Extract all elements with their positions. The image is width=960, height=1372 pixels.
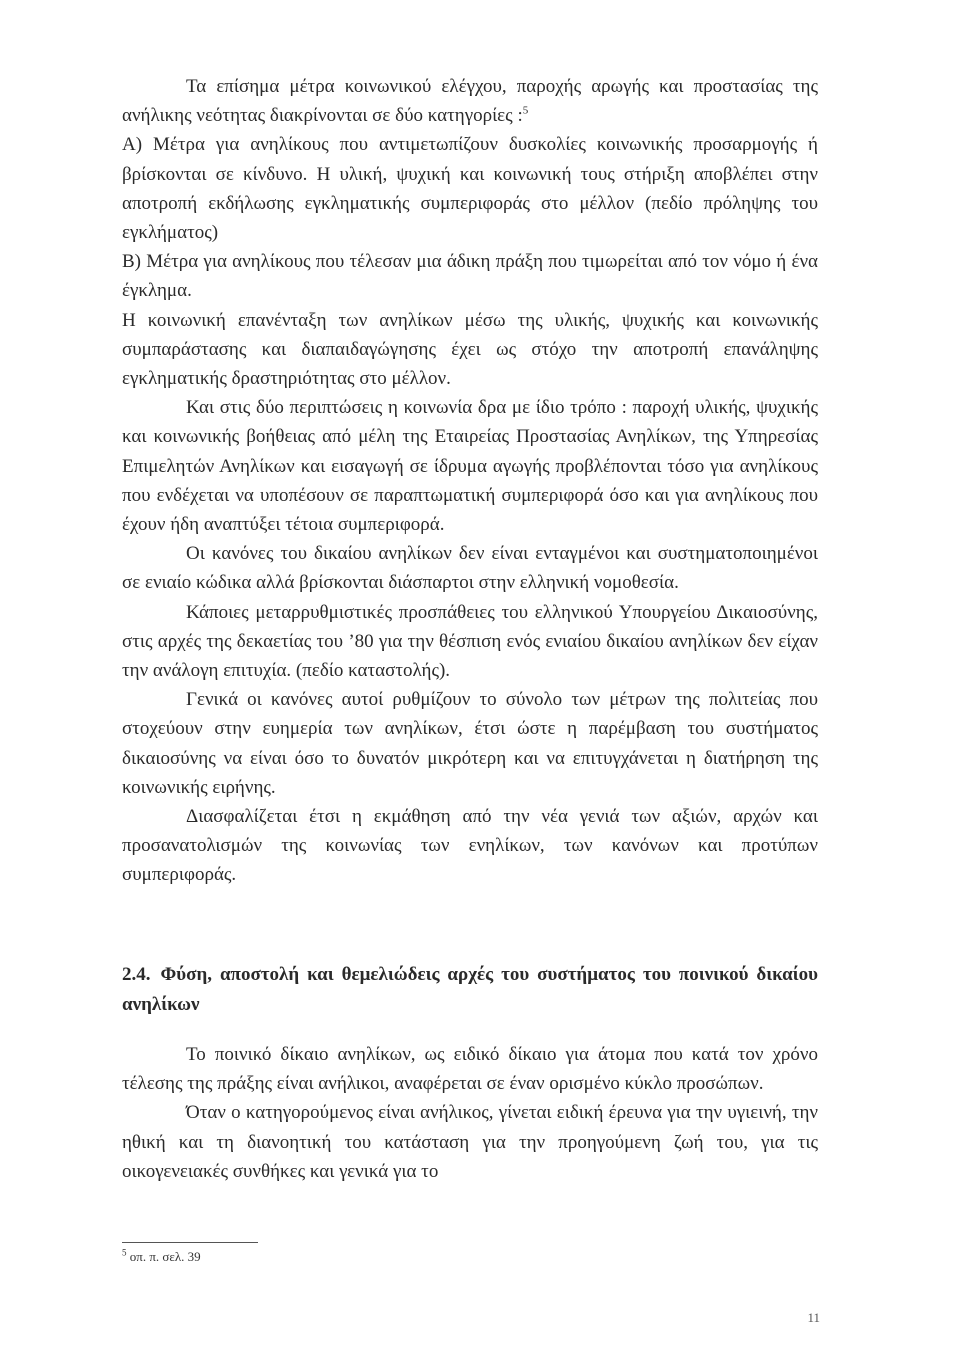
paragraph-category-a: Α) Μέτρα για ανηλίκους που αντιμετωπίζουν δυσκολίες κοινωνικής προσαρμογής ή βρίσκονται σε κίνδυνο. Η υλική, ψυχική και κοινωνική τους στήριξη αποβλέπει στην αποτροπή εκδήλωσης εγκληματικής συμπεριφοράς στο μέλλον (πεδίο πρόληψης του εγκλήματος) <box>122 134 818 244</box>
paragraph-reintegration: Η κοινωνική επανένταξη των ανηλίκων μέσω της υλικής, ψυχικής και κοινωνικής συμπαράστασης και διαπαιδαγώγησης έχει ως στόχο την αποτροπή επανάληψης εγκληματικής δραστηριότητας στο μέλλον. <box>122 309 818 390</box>
section-body-text <box>122 1040 818 1186</box>
footnote-divider <box>122 1242 258 1243</box>
paragraph-juvenile-law: Το ποινικό δίκαιο ανηλίκων, ως ειδικό δίκαιο για άτομα που κατά τον χρόνο τέλεσης της πράξης είναι ανήλικοι, αναφέρεται σε έναν ορισμένο κύκλο προσώπων. <box>122 1044 818 1095</box>
section-heading <box>122 960 818 1020</box>
page-number: 11 <box>807 1310 820 1325</box>
paragraph-intro: Τα επίσημα μέτρα κοινωνικού ελέγχου, παροχής αρωγής και προστασίας της ανήλικης νεότητας διακρίνονται σε δύο κατηγορίες :$^5$ <box>122 76 818 127</box>
footnote-marker: 5 <box>122 1247 127 1258</box>
paragraph-accused-minor: Όταν ο κατηγορούμενος είναι ανήλικος, γίνεται ειδική έρευνα για την υγιεινή, την ηθική και τη διανοητική του κατάσταση για την προηγούμενη ζωή του, για τις οικογενειακές συνθήκες και γενικά για το <box>122 1102 818 1182</box>
section-number: 2.4. <box>122 964 151 985</box>
paragraph-general: Γενικά οι κανόνες αυτοί ρυθμίζουν το σύνολο των μέτρων της πολιτείας που στοχεύουν στην ευημερία των ανηλίκων, έτσι ώστε η παρέμβαση του συστήματος δικαιοσύνης να είναι όσο το δυνατόν μικρότερη και να επιτυγχάνεται η διατήρηση της κοινωνικής ειρήνης. <box>122 689 818 798</box>
paragraph-reform: Κάποιες μεταρρυθμιστικές προσπάθειες του ελληνικού Υπουργείου Δικαιοσύνης, στις αρχές της δεκαετίας του ’80 για την θέσπιση ενός ενιαίου δικαίου ανηλίκων δεν είχαν την ανάλογη επιτυχία. (πεδίο καταστολής). <box>122 601 818 682</box>
footnote-text: οπ. π. σελ. 39 <box>129 1249 201 1264</box>
paragraph-both-cases: Και στις δύο περιπτώσεις η κοινωνία δρα με ίδιο τρόπο : παροχή υλικής, ψυχικής και κοινωνικής βοήθειας από μέλη της Εταιρείας Προστασίας Ανηλίκων, της Υπηρεσίας Επιμελητών Ανηλίκων και εισαγωγή σε ίδρυμα αγωγής προβλέπονται τόσο για ανηλίκους που ενδέχεται να υποπέσουν σε παραπτωματική συμπεριφορά όσο και για ανηλίκους που έχουν ήδη αναπτύξει τέτοια συμπεριφορά. <box>122 397 818 536</box>
paragraph-values: Διασφαλίζεται έτσι η εκμάθηση από την νέα γενιά των αξιών, αρχών και προσανατολισμών της κοινωνίας των ενηλίκων, των κανόνων και προτύπων συμπεριφοράς. <box>122 806 818 886</box>
body-text <box>122 72 818 890</box>
footnote-reference: 5 <box>522 104 529 117</box>
paragraph-rules: Οι κανόνες του δικαίου ανηλίκων δεν είναι ενταγμένοι και συστηματοποιημένοι σε ενιαίο κώδικα αλλά βρίσκονται διάσπαρτοι στην ελληνική νομοθεσία. <box>122 543 818 594</box>
section-title: Φύση, αποστολή και θεμελιώδεις αρχές του συστήματος του ποινικού δικαίου ανηλίκων <box>122 964 818 1015</box>
paragraph-category-b: Β) Μέτρα για ανηλίκους που τέλεσαν μια άδικη πράξη που τιμωρείται από τον νόμο ή ένα έγκλημα. <box>122 251 818 302</box>
footnote <box>122 1248 201 1266</box>
